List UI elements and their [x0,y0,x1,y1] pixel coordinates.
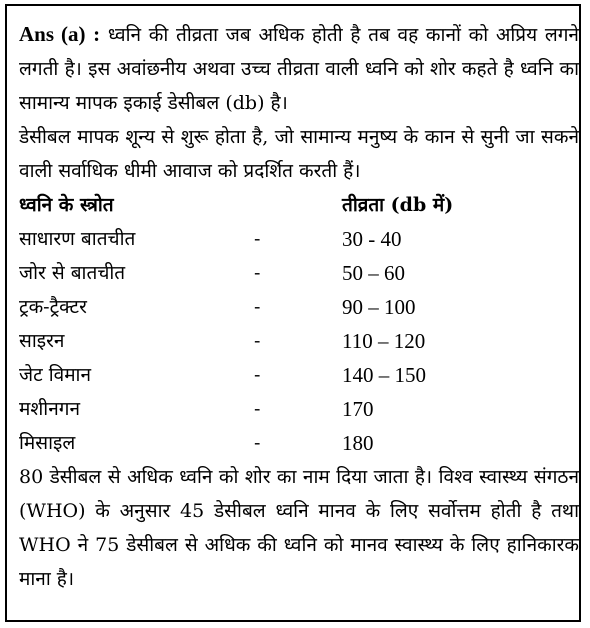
row-dash: - [254,296,261,318]
table-header [19,188,579,222]
row-source: जेट विमान [19,364,92,386]
row-source: ट्रक-ट्रैक्टर [19,296,87,318]
table-row [19,222,579,256]
answer-content [19,17,579,596]
row-value: 140 – 150 [342,363,426,387]
row-dash: - [254,262,261,284]
answer-label: Ans (a) [19,22,86,46]
answer-intro-text: ध्वनि की तीव्रता जब अधिक होती है तब वह कानों को अप्रिय लगने लगती है। इस अवांछनीय अथवा उच्च तीव्रता वाली ध्वनि को शोर कहते है ध्वनि का सामान्य मापक इकाई डेसीबल (db) है। [19,24,579,114]
table-row [19,256,579,290]
decibel-scale-paragraph: डेसीबल मापक शून्य से शुरू होता है, जो सामान्य मनुष्य के कान से सुनी जा सकने वाली सर्वाधिक धीमी आवाज को प्रदर्शित करती हैं। [19,126,579,182]
header-spacer [254,188,342,222]
row-value: 170 [342,397,374,421]
row-source: साइरन [19,330,65,352]
answer-separator: : [93,22,101,46]
row-dash: - [254,432,261,454]
row-source: मशीनगन [19,398,80,420]
row-dash: - [254,228,261,250]
table-row [19,426,579,460]
row-value: 30 - 40 [342,227,402,251]
table-row [19,324,579,358]
table-row [19,392,579,426]
row-value: 90 – 100 [342,295,416,319]
row-source: साधारण बातचीत [19,228,136,250]
row-source: जोर से बातचीत [19,262,126,284]
row-value: 50 – 60 [342,261,405,285]
header-intensity: तीव्रता (db में) [342,194,454,216]
row-dash: - [254,398,261,420]
answer-intro-paragraph [19,17,579,120]
conclusion-paragraph: 80 डेसीबल से अधिक ध्वनि को शोर का नाम दिया जाता है। विश्व स्वास्थ्य संगठन (WHO) के अनुसार 45 डेसीबल ध्वनि मानव के लिए सर्वोत्तम होती है तथा WHO ने 75 डेसीबल से अधिक की ध्वनि को मानव स्वास्थ्य के लिए हानिकारक माना है। [19,466,579,590]
row-dash: - [254,330,261,352]
row-source: मिसाइल [19,432,76,454]
answer-box [5,4,581,622]
table-row [19,358,579,392]
row-value: 110 – 120 [342,329,426,353]
row-dash: - [254,364,261,386]
table-row [19,290,579,324]
header-source: ध्वनि के स्त्रोत [19,194,114,216]
row-value: 180 [342,431,374,455]
